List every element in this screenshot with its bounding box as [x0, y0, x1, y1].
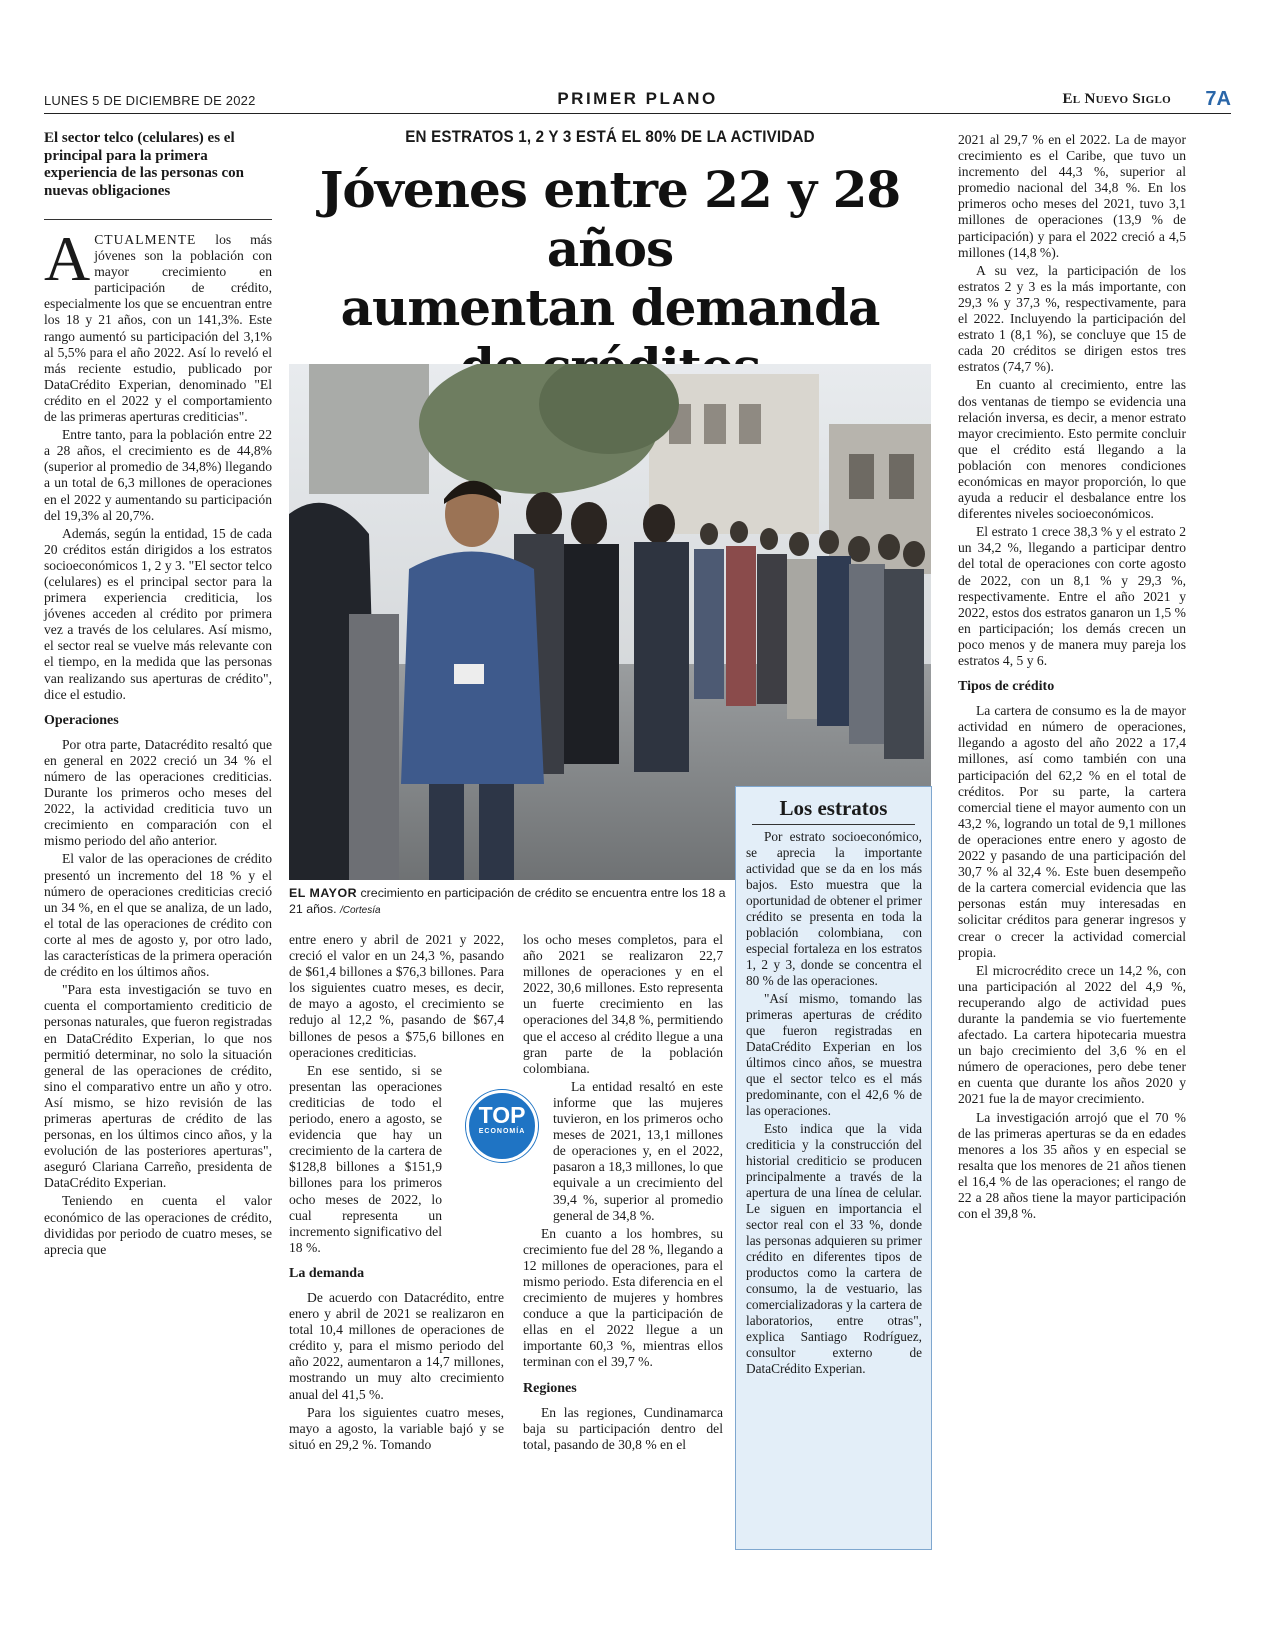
article-column-1 [44, 223, 272, 1260]
paragraph: Entre tanto, para la población entre 22 a 28 años, el crecimiento es de 44,8% (superior al promedio de 34,8%) llegando a un total de 6,3 millones de operaciones en el 2022 y aumentando su participación del 19,3% al 20,7%. [44, 427, 272, 523]
kicker: EN ESTRATOS 1, 2 Y 3 ESTÁ EL 80% DE LA ACTIVIDAD [405, 128, 815, 146]
paragraph: Por estrato socioeconómico, se aprecia la importante actividad que se da en los más bajos. Esto muestra que la oportunidad de obtener el primer crédito se presenta en toda la población colombiana, con especial fortaleza en los estratos 1, 2 y 3, donde se concentra el 80 % de las operaciones. [746, 829, 922, 988]
paragraph: 2021 al 29,7 % en el 2022. La de mayor crecimiento es el Caribe, que tuvo un incremento del 44,3 %, superior al promedio nacional del 34,8 %. En los primeros ocho meses del 2021, tuvo 3,1 millones de operaciones (13,9 % de participación) y para el 2022 creció a 4,5 millones (14,8 %). [958, 132, 1186, 260]
photo-caption [289, 885, 729, 919]
paragraph: El microcrédito crece un 14,2 %, con una participación al 2022 del 4,9 %, recuperando algo de actividad pues durante la pandemia se vio fuertemente afectado. La cartera hipotecaria muestra un bajo crecimiento del 3,6 % en el número de operaciones, pero debe tener en cuenta que durante los años 2020 y 2021 fue la de mayor crecimiento. [958, 962, 1186, 1107]
article-column-4 [958, 132, 1186, 1224]
headline-line: aumentan demanda [340, 278, 880, 337]
photo-credit: /Cortesía [339, 905, 381, 916]
lead-paragraph [44, 223, 272, 425]
issue-date: LUNES 5 DE DICIEMBRE DE 2022 [44, 93, 256, 108]
paragraph: En cuanto al crecimiento, entre las dos ventanas de tiempo se evidencia una relación inversa, es decir, a menor estrato mayor crecimiento. Esto permite concluir que el crédito está llegando a la población con menores condiciones económicas en mayor proporción, lo que ayuda a reducir el desbalance entre los diferentes niveles socioeconómicos. [958, 377, 1186, 522]
paragraph: En cuanto a los hombres, su crecimiento fue del 28 %, llegando a 12 millones de operaciones, para el mismo periodo. Esta diferencia en el crecimiento de mujeres y hombres conduce a que la participación de ellas en el 2022 llegue a un importante 60,3 %, mientras ellos terminan con el 39,7 %. [523, 1225, 723, 1370]
lead-text: los más jóvenes son la población con mayor crecimiento en participación de crédito, especialmente los que se encuentran entre los 18 y 21 años, con un 141,3%. Este rango aumentó su participación del 3,1% al 5,5% para el año 2022. Así lo reveló el más reciente estudio, publicado por DataCrédito Experian, denominado "El crédito en el 2022 y el comportamiento de las primeras aperturas crediticias". [44, 232, 272, 425]
paragraph: "Para esta investigación se tuvo en cuenta el comportamiento crediticio de personas naturales, que fueron registradas en DataCrédito Experian, lo que nos permitió determinar, no solo la situación general de las operaciones de crédito, sino el comparativo entre un año y otro. Así mismo, se hizo revisión de las primeras aperturas de crédito de las personas, en los últimos cinco años, y la evolución de las posteriores aperturas", aseguró Clariana Carreño, presidenta de DataCrédito Experian. [44, 982, 272, 1191]
article-column-2 [289, 932, 504, 1455]
page-number: 7A [1205, 88, 1231, 110]
subhead-regiones: Regiones [523, 1380, 577, 1396]
badge-bottom-text: ECONOMÍA [478, 1128, 526, 1135]
paragraph: En ese sentido, si se presentan las operaciones crediticias de todo el periodo, enero a agosto, se evidencia que hay un crecimiento de la cartera de $128,8 billones a $151,9 billones para los primeros ocho meses de 2022, lo cual representa un incremento significativo del 18 %. [289, 1062, 442, 1255]
paragraph: El valor de las operaciones de crédito presentó un incremento del 18 % y el número de operaciones crediticias creció un 34 %, en el que se analiza, de un lado, el total de las operaciones de crédito con corte al mes de agosto y, por otro lado, las características de la primera operación de crédito en los últimos años. [44, 851, 272, 980]
section-title: PRIMER PLANO [557, 89, 718, 108]
paragraph: Para los siguientes cuatro meses, mayo a agosto, la variable bajó y se situó en 29,2 %. Tomando [289, 1404, 504, 1452]
subhead-tipos-de-credito: Tipos de crédito [958, 679, 1055, 695]
newspaper-name: El Nuevo Siglo [1062, 91, 1171, 107]
paragraph: En las regiones, Cundinamarca baja su participación dentro del total, pasando de 30,8 % en el [523, 1404, 723, 1452]
paragraph: El estrato 1 crece 38,3 % y el estrato 2 un 34,2 %, llegando a participar dentro del total de operaciones con corte agosto de 2022, con un 8,1 % y 29,3 %, respectivamente. Entre el año 2021 y 2022, estos dos estratos ganaron un 1,5 % en participación; los demás crecen un poco menos y de manera muy pareja los estratos 4, 5 y 6. [958, 524, 1186, 668]
subhead-demanda: La demanda [289, 1265, 365, 1281]
paragraph: los ocho meses completos, para el año 2021 se realizaron 22,7 millones de operaciones y en el 2022, 30,6 millones. Esto representa un fuerte crecimiento en las operaciones del 34,8 %, permitiendo que el acceso al crédito llegue a una gran parte de la población colombiana. [523, 932, 723, 1076]
paragraph: entre enero y abril de 2021 y 2022, creció el valor en un 24,3 %, pasando de $61,4 billones a $76,3 billones. Para los siguientes cuatro meses, es decir, de mayo a agosto, el crecimiento se redujo al 12,2 %, pasando de $67,4 billones de pesos a $75,6 billones en operaciones crediticias. [289, 932, 504, 1060]
header-rule [44, 113, 1231, 114]
subhead-operaciones: Operaciones [44, 712, 119, 728]
paragraph: La investigación arrojó que el 70 % de las primeras aperturas se da en edades menores a los 35 años y en especial se resalta que los menores de 21 años tienen el 16,4 % de las operaciones; el rango de 22 a 28 años tiene la mayor participación con el 39,8 %. [958, 1109, 1186, 1222]
paragraph: "Así mismo, tomando las primeras aperturas de crédito que fueron registradas en DataCrédito Experian en los últimos cinco años, se muestra que el sector telco es el más predominante, con el 42,6 % de las operaciones. [746, 991, 922, 1118]
paragraph: La entidad resaltó en este informe que las mujeres tuvieron, en los primeros ocho meses de 2021, 13,1 millones de operaciones y, en el 2022, pasaron a 18,3 millones, lo que equivale a un crecimiento del 39,4 %, superior al promedio general de 34,8 %. [553, 1078, 723, 1223]
paragraph: Esto indica que la vida crediticia y la construcción del historial crediticio se producen principalmente a través de la apertura de una línea de celular. Le siguen en importancia el sector real con el 33 %, donde las personas adquieren su primer crédito en diferentes tipos de productos como la cartera de consumo, la de vestuario, las comercializadoras y la cartera de laboratorios, entre otras", explica Santiago Rodríguez, consultor externo de DataCrédito Experian. [746, 1121, 922, 1376]
deck-rule [44, 219, 272, 220]
paragraph: Teniendo en cuenta el valor económico de las operaciones de crédito, divididas por periodo de cuatro meses, se aprecia que [44, 1193, 272, 1257]
article-deck: El sector telco (celulares) es el principal para la primera experiencia de las personas con nuevas obligaciones [44, 130, 244, 199]
caption-lead: EL MAYOR [289, 886, 358, 900]
article-column-3 [523, 932, 723, 1455]
paragraph: De acuerdo con Datacrédito, entre enero y abril de 2021 se realizaron en total 10,4 millones de operaciones de crédito y, para el mismo periodo del año 2022, aumentaron a 14,7 millones, mostrando un muy alto crecimiento anual del 41,5 %. [289, 1289, 504, 1402]
sidebar-rule [752, 824, 915, 825]
paragraph: Por otra parte, Datacrédito resaltó que en general en 2022 creció un 34 % el número de las operaciones crediticias. Durante los primeros ocho meses del 2022, la actividad crediticia tuvo un crecimiento en comparación con el mismo periodo del año anterior. [44, 736, 272, 849]
paragraph: A su vez, la participación de los estratos 2 y 3 es la más importante, con 29,3 % y 37,3 %, respectivamente, para el 2022. Incluyendo la participación del estrato 1 (8,1 %), se concluye que 15 de cada 20 créditos se dirigen estos tres estratos (74,7 %). [958, 262, 1186, 375]
badge-top-text: TOP [478, 1102, 526, 1128]
sidebar-text [746, 829, 922, 1379]
top-economia-badge [466, 1090, 538, 1162]
paragraph: La cartera de consumo es la de mayor actividad en número de operaciones, llegando a agosto del año 2022 a 17,4 millones, así como también con una participación del 62,2 % en el total de créditos. Por su parte, la cartera comercial tiene el mayor aumento con un 43,2 %, logrando un total de 9,1 millones de operaciones entre enero y agosto de 2022 y pasando de una participación del 30,7 % al 32,4 %. Este buen desempeño de la cartera comercial evidencia que las personas están muy interesadas en solicitar créditos para generar ingresos y crear o crecer la actividad comercial propia. [958, 703, 1186, 960]
drop-cap: A [44, 223, 91, 294]
paragraph: Además, según la entidad, 15 de cada 20 créditos están dirigidos a los estratos socioeconómicos 1, 2 y 3. "El sector telco (celulares) es el principal sector para la primera experiencia crediticia, los jóvenes acceden al crédito por primera vez a través de los celulares. Así mismo, el sector real se vuelve más relevante con el tiempo, en la medida que las personas van realizando sus aperturas de crédito", dice el estudio. [44, 525, 272, 702]
headline [290, 160, 930, 396]
lead-caps: CTUALMENTE [94, 232, 197, 247]
headline-line: Jóvenes entre 22 y 28 años [319, 160, 901, 278]
caption-text: crecimiento en participación de crédito se encuentra entre los 18 a 21 años. [289, 886, 726, 916]
sidebar-title: Los estratos [779, 796, 888, 820]
